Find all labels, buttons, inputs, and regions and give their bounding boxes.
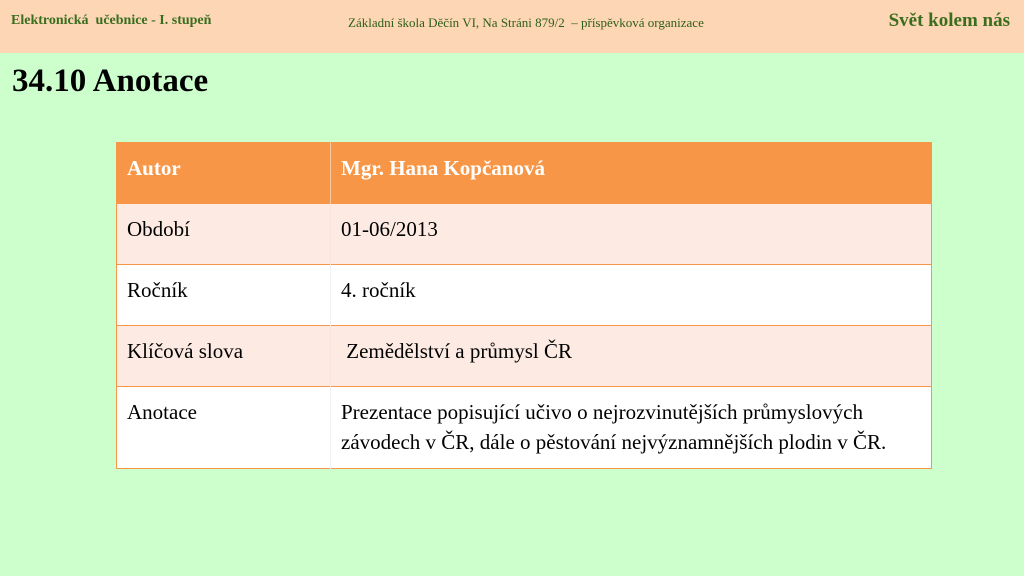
header-textbook-title: Elektronická učebnice - I. stupeň: [11, 13, 212, 28]
table-row-author: [117, 143, 932, 204]
annotation-table: [116, 142, 932, 469]
table-value-grade: 4. ročník: [331, 265, 932, 326]
table-label-keywords: Klíčová slova: [117, 326, 331, 387]
table-row-period: [117, 204, 932, 265]
table-label-period: Období: [117, 204, 331, 265]
header-school-name: Základní škola Děčín VI, Na Stráni 879/2 – příspěvková organizace: [348, 15, 704, 30]
table-value-author: Mgr. Hana Kopčanová: [331, 143, 932, 204]
table-row-keywords: [117, 326, 932, 387]
table-label-author: Autor: [117, 143, 331, 204]
table-label-grade: Ročník: [117, 265, 331, 326]
table-value-period: 01-06/2013: [331, 204, 932, 265]
table-label-annotation: Anotace: [117, 387, 331, 469]
header-band: [0, 0, 1024, 53]
table-row-annotation: [117, 387, 932, 469]
slide-title: 34.10 Anotace: [12, 63, 209, 99]
table-value-annotation: Prezentace popisující učivo o nejrozvinutějších průmyslových závodech v ČR, dále o pěstování nejvýznamnějších plodin v ČR.: [331, 387, 932, 469]
table-row-grade: [117, 265, 932, 326]
table-value-keywords: Zemědělství a průmysl ČR: [331, 326, 932, 387]
header-subject: Svět kolem nás: [888, 10, 1010, 31]
